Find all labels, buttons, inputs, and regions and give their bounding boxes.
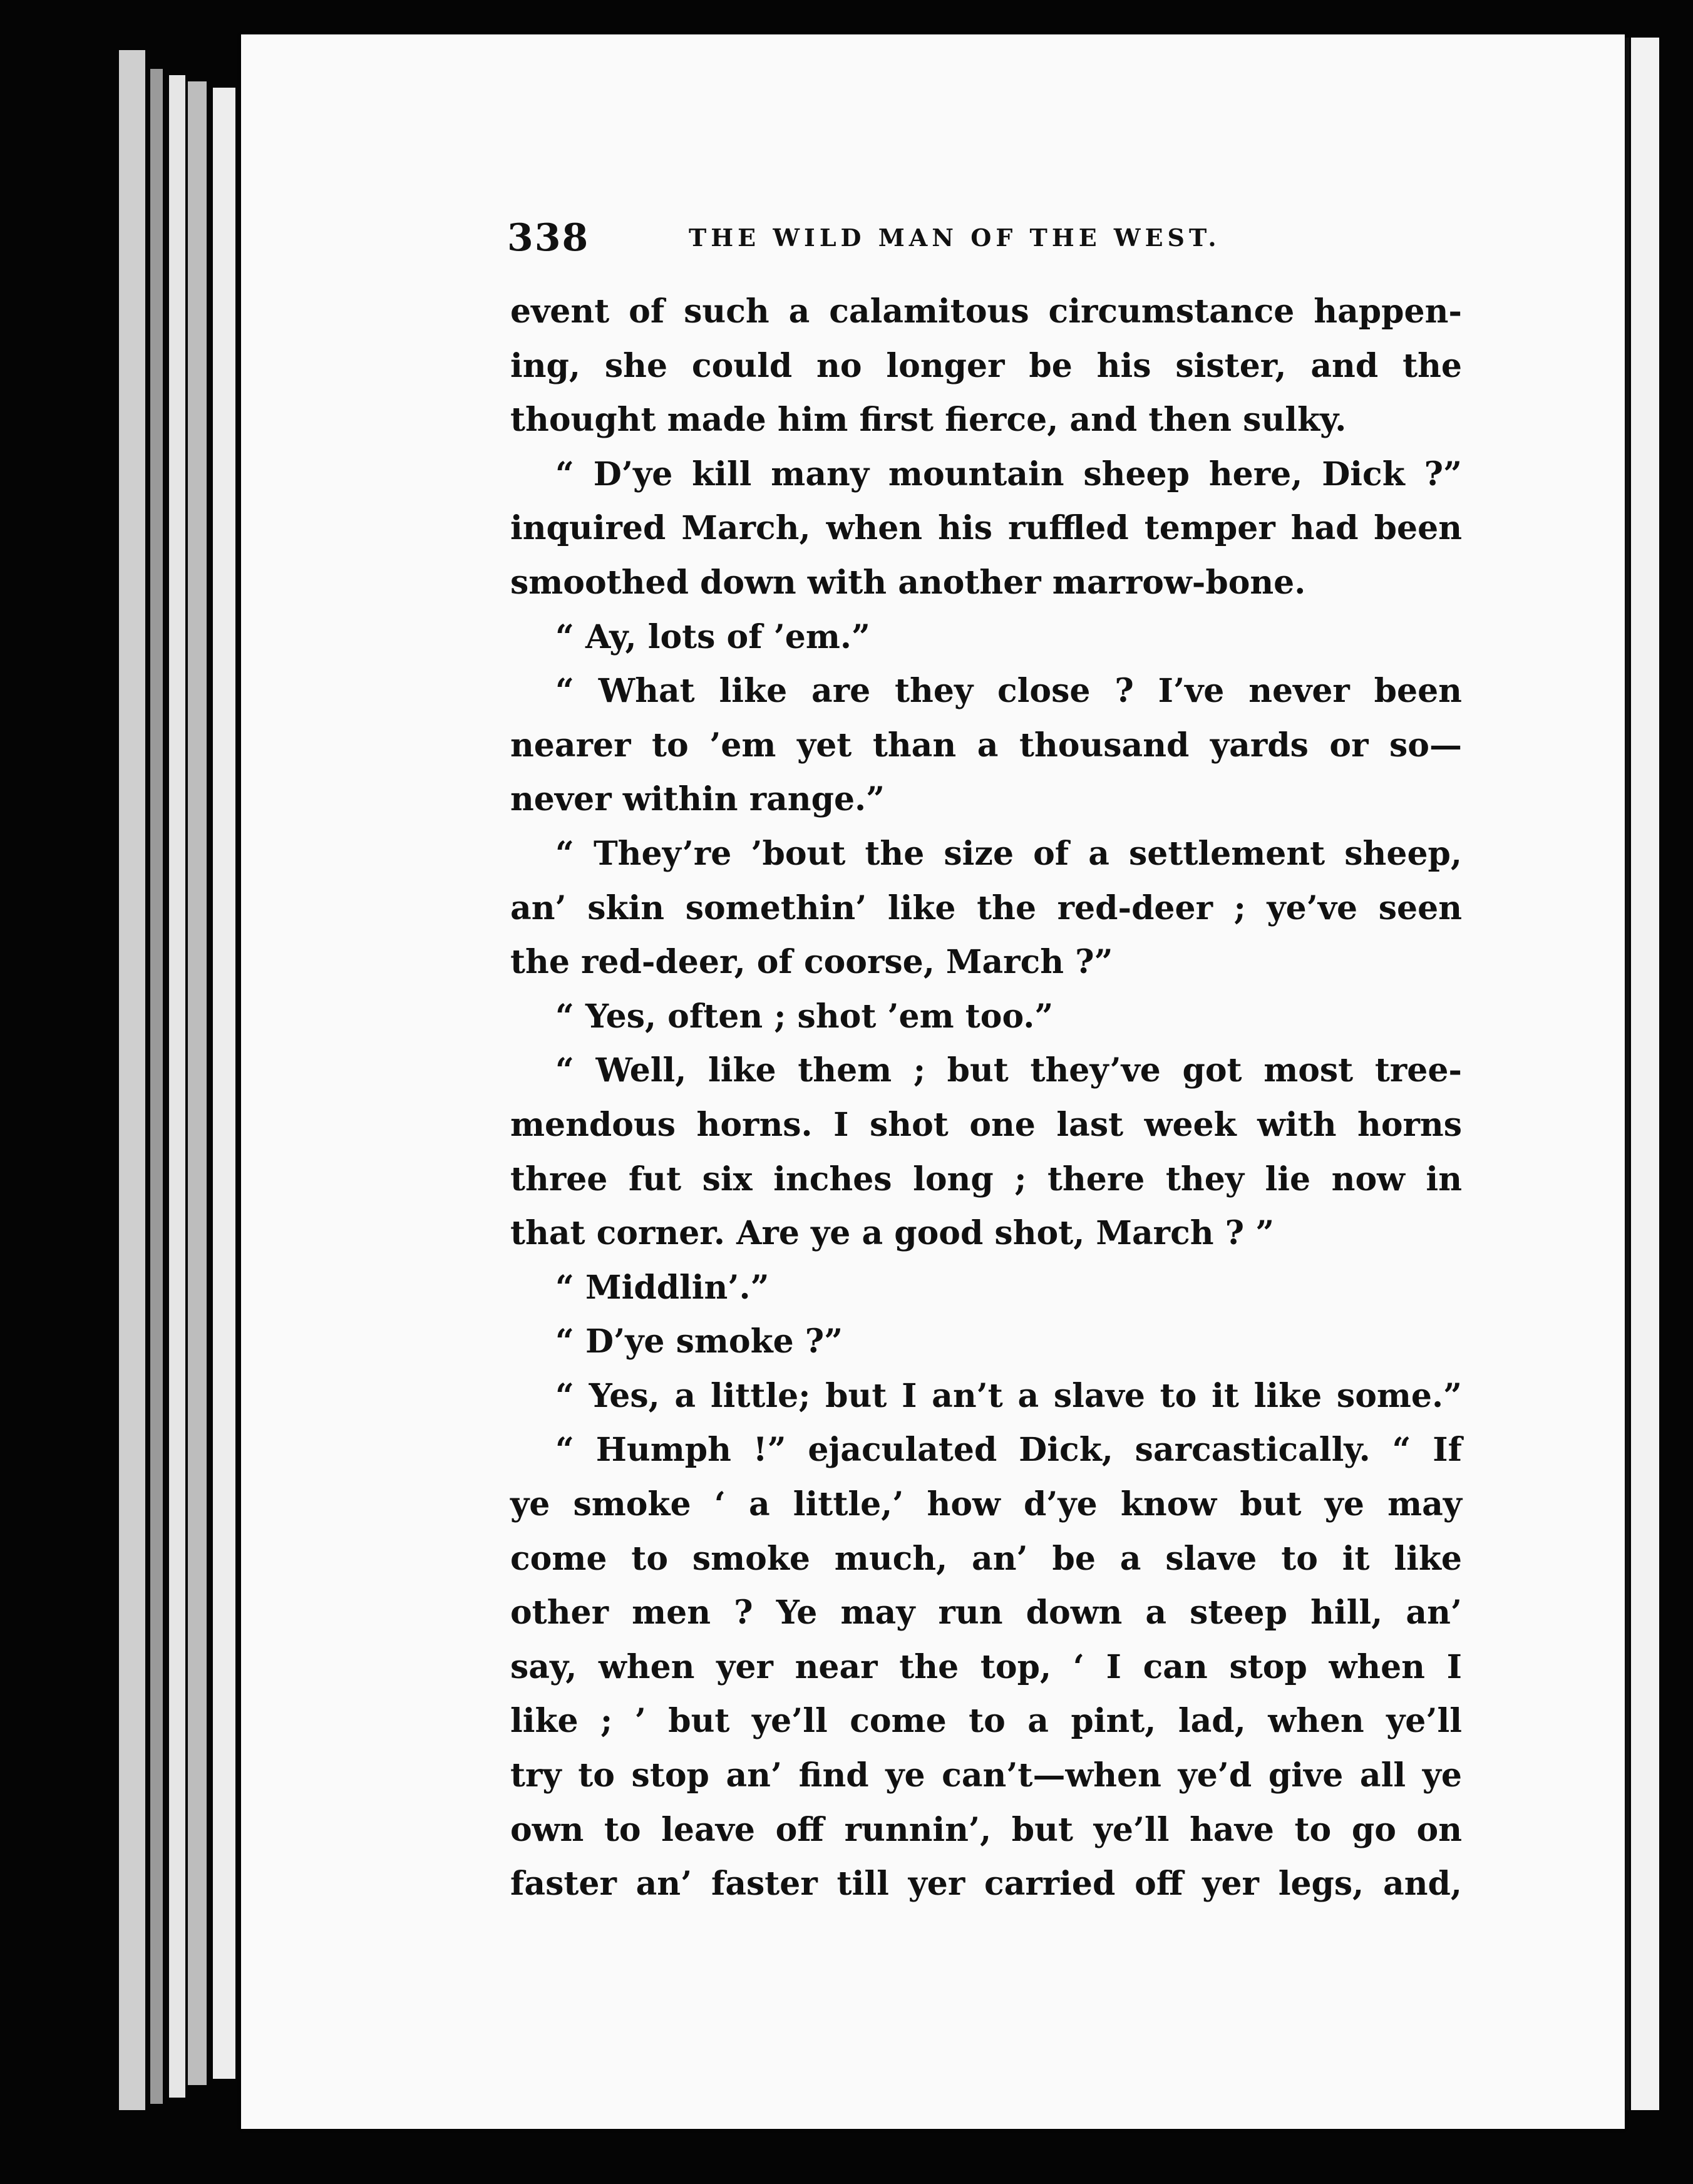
text-line: event of such a calamitous circumstance happen-	[510, 292, 1462, 331]
page-edge	[188, 81, 207, 2085]
text-line: nearer to ’em yet than a thousand yards or so—	[510, 726, 1462, 765]
text-line: an’ skin somethin’ like the red-deer ; ye’ve seen	[510, 889, 1462, 927]
text-line: never within range.”	[510, 780, 885, 819]
text-line: “ Ay, lots of ’em.”	[555, 617, 870, 656]
text-line: ye smoke ‘ a little,’ how d’ye know but ye may	[510, 1485, 1462, 1524]
text-line: “ Well, like them ; but they’ve got most tree-	[555, 1051, 1462, 1090]
text-line: mendous horns. I shot one last week with horns	[510, 1105, 1462, 1144]
text-line: “ D’ye smoke ?”	[555, 1322, 843, 1361]
page-edge	[150, 69, 163, 2104]
page-number: 338	[507, 216, 590, 260]
text-line: come to smoke much, an’ be a slave to it like	[510, 1539, 1462, 1578]
body-text	[510, 285, 1462, 1912]
text-line: the red-deer, of coorse, March ?”	[510, 943, 1113, 982]
text-line: “ Humph !” ejaculated Dick, sarcastically. “ If	[555, 1431, 1462, 1470]
text-line: “ Yes, often ; shot ’em too.”	[555, 997, 1054, 1036]
page-edge	[169, 75, 185, 2098]
text-line: like ; ’ but ye’ll come to a pint, lad, when ye’ll	[510, 1702, 1462, 1741]
text-line: own to leave off runnin’, but ye’ll have to go on	[510, 1810, 1462, 1849]
text-line: inquired March, when his ruffled temper had been	[510, 509, 1462, 548]
text-line: three fut six inches long ; there they lie now in	[510, 1160, 1462, 1198]
text-line: say, when yer near the top, ‘ I can stop when I	[510, 1647, 1462, 1686]
text-line: “ What like are they close ? I’ve never been	[555, 672, 1462, 711]
text-line: that corner. Are ye a good shot, March ? ”	[510, 1214, 1275, 1253]
facing-page-edge	[1631, 38, 1659, 2110]
text-line: smoothed down with another marrow-bone.	[510, 563, 1306, 602]
text-line: try to stop an’ find ye can’t—when ye’d give all ye	[510, 1756, 1462, 1795]
text-line: “ Yes, a little; but I an’t a slave to it like some.”	[555, 1376, 1462, 1415]
text-line: “ Middlin’.”	[555, 1268, 769, 1307]
text-line: thought made him first fierce, and then sulky.	[510, 401, 1347, 440]
running-title: THE WILD MAN OF THE WEST.	[689, 224, 1221, 252]
text-line: faster an’ faster till yer carried off yer legs, and,	[510, 1865, 1462, 1903]
page-edge	[213, 88, 235, 2079]
text-line: ing, she could no longer be his sister, and the	[510, 346, 1462, 385]
page-edge	[119, 50, 145, 2110]
text-line: other men ? Ye may run down a steep hill, an’	[510, 1594, 1462, 1632]
text-line: “ D’ye kill many mountain sheep here, Dick ?”	[555, 455, 1462, 493]
text-line: “ They’re ’bout the size of a settlement sheep,	[555, 834, 1462, 873]
running-head	[507, 216, 1290, 266]
